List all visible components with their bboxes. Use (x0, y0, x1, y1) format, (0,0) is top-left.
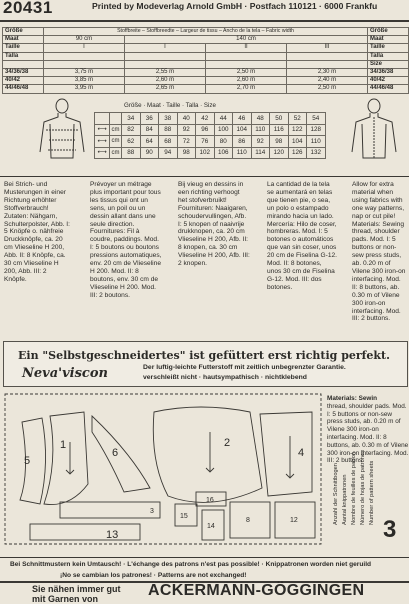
size-header: 36 (140, 113, 159, 125)
unit-label: cm (110, 147, 122, 159)
piece-number: 14 (207, 523, 215, 530)
fabric-outline (5, 394, 321, 544)
fabric-cell: 2,55 m (125, 68, 206, 76)
instructions-spanish (267, 181, 337, 292)
size-header: 54 (307, 113, 326, 125)
footer-slogan-1: Sie nähen immer gut (32, 584, 121, 594)
fabric-width-title: Stoffbreite – Stoffbreedte – Largeur de tissu – Ancho de la tela – Fabric width (44, 28, 368, 36)
measure-cell: 86 (233, 136, 252, 148)
materials-heading: Materials: Sewin (327, 395, 378, 402)
footer-rule (0, 557, 409, 558)
fabric-label-maat: Maat (3, 36, 44, 44)
materials-text: thread, shoulder pads. Mod. I: 5 buttons or non-sew press studs, ab. 0.20 m of Vilene 300 iron-on interfacing. Mod. II: 8 buttons, ab. 0.30 m of Vilene 300 iron-on interfacing. Mod. III: 2 buttons. (327, 402, 409, 465)
unit-label: cm (110, 124, 122, 136)
fabric-row-size-right: 34/36/38 (368, 68, 409, 76)
piece-number: 13 (106, 529, 119, 541)
fabric-cell: 3,85 m (44, 77, 125, 85)
fabric-cell: 2,30 m (287, 68, 368, 76)
piece-13-shape (30, 524, 140, 540)
measure-cell: 96 (196, 124, 215, 136)
measure-cell: 100 (214, 124, 233, 136)
sheets-label-en: Number of pattern sheets (369, 460, 375, 525)
measure-cell: 68 (159, 136, 178, 148)
sheets-label-fr: Nombre de feuilles de patron (351, 451, 357, 525)
section-rule (0, 176, 409, 177)
right-label-size: Größe (368, 28, 409, 36)
instructions-german (4, 181, 70, 284)
measure-cell: 98 (270, 136, 289, 148)
fabric-row (3, 85, 409, 93)
size-header: 42 (196, 113, 215, 125)
advert-headline: Ein "Selbstgeschneidertes" ist gefüttert erst richtig perfekt. (18, 349, 390, 362)
fabric-cell: 2,65 m (125, 85, 206, 93)
instructions-dutch-text: Bij vieug en dessins in een richting verhoogt het stofverbruikt! Fournituren: Naaigaren, schoudervullingen, Afb. I: 5 knopen of naaivrije drukknopen, ca. 20 cm Vlieseline H 200, Afb. II: 8 knopen, ca. 30 cm Vlieseline H 200, Afb. III: 2 knopen. (178, 181, 250, 268)
model-col-1: I (44, 44, 125, 52)
advert-features: verschleißt nicht · hautsympathisch · nichtklebend (143, 374, 307, 381)
piece-8-shape (230, 502, 270, 538)
measure-cell: 110 (307, 136, 326, 148)
measure-cell: 84 (140, 124, 159, 136)
measure-cell: 120 (270, 147, 289, 159)
measure-cell: 122 (288, 124, 307, 136)
grain-arrow-icon (66, 442, 74, 474)
footer-brand: ACKERMANN-GÖGGINGEN (148, 582, 365, 599)
size-header: 50 (270, 113, 289, 125)
front-figure-icon (36, 98, 88, 164)
fabric-label-size: Größe (3, 28, 44, 36)
fabric-row-size: 44/46/48 (3, 85, 44, 93)
right-label-talla: Talla (368, 52, 409, 60)
right-label-maat: Maat (368, 36, 409, 44)
right-label-size-en: Size (368, 60, 409, 68)
piece-number: 2 (224, 437, 231, 449)
measure-cell: 94 (159, 147, 178, 159)
piece-6-shape (92, 416, 150, 492)
measure-cell: 72 (177, 136, 196, 148)
instructions-english (352, 181, 408, 323)
measure-cell: 110 (251, 124, 270, 136)
sheets-label-es: Número de hojas de patrones (360, 450, 366, 525)
piece-number: 16 (206, 497, 214, 504)
fabric-label-taille: Taille (3, 44, 44, 52)
size-header: 38 (159, 113, 178, 125)
measure-cell: 62 (122, 136, 141, 148)
fabric-row (3, 77, 409, 85)
measure-cell: 116 (270, 124, 289, 136)
measure-cell: 102 (196, 147, 215, 159)
measurement-table (94, 112, 326, 159)
fabric-row-size-right: 40/42 (368, 77, 409, 85)
piece-number: 3 (150, 508, 154, 515)
unit-label: cm (110, 136, 122, 148)
size-header: 46 (233, 113, 252, 125)
measure-cell: 110 (233, 147, 252, 159)
measure-cell: 88 (159, 124, 178, 136)
measure-cell: 106 (214, 147, 233, 159)
fabric-row-size: 40/42 (3, 77, 44, 85)
measure-cell: 104 (288, 136, 307, 148)
model-col-4: III (287, 44, 368, 52)
piece-number: 6 (112, 447, 119, 459)
fabric-cell: 2,70 m (206, 85, 287, 93)
instructions-dutch (178, 181, 250, 268)
measure-cell: 92 (177, 124, 196, 136)
fabric-label-talla: Talla (3, 52, 44, 60)
fabric-cell: 2,50 m (287, 85, 368, 93)
fabric-row-size: 34/36/38 (3, 68, 44, 76)
width-140: 140 cm (125, 36, 368, 44)
cutting-layout-diagram (0, 392, 325, 557)
materials-sidebar (327, 395, 409, 465)
piece-number-labels (24, 437, 304, 541)
right-label-taille: Taille (368, 44, 409, 52)
fabric-cell: 3,95 m (44, 85, 125, 93)
measure-cell: 80 (214, 136, 233, 148)
piece-number: 15 (180, 513, 188, 520)
piece-4-shape (260, 412, 312, 496)
width-90: 90 cm (44, 36, 125, 44)
advert-brand: Neva'viscon (22, 366, 108, 381)
size-header: 48 (251, 113, 270, 125)
fabric-cell: 2,60 m (206, 77, 287, 85)
instructions-french (90, 181, 162, 300)
measure-cell: 82 (122, 124, 141, 136)
hip-arrow-icon: ⟷ (95, 147, 110, 159)
grain-arrow-icon (286, 436, 294, 478)
instructions-spanish-text: La cantidad de la tela se aumentará en telas que tienen pie, o sea, un polo o estampado mirando hacia un lado. Mercería: Hilo de coser, hombreras. Mod. I: 5 botones o automáticos que van sin coser, unos 20 cm de Fiselina G-12. Mod. II: 8 botones, unos 30 cm de Fiselina G-12. Mod. III: dos botones. (267, 181, 337, 291)
measure-title: Größe · Maat · Taille · Talla · Size (124, 102, 216, 109)
measure-cell: 64 (140, 136, 159, 148)
piece-2-shape (153, 407, 262, 502)
fabric-cell: 2,40 m (287, 77, 368, 85)
piece-3-shape (60, 502, 160, 518)
measure-cell: 126 (288, 147, 307, 159)
piece-number: 5 (24, 455, 31, 467)
fabric-row (3, 68, 409, 76)
measure-cell: 114 (251, 147, 270, 159)
advert-subline: Der luftig-leichte Futterstoff mit zeitlich unbegrenzter Garantie. (143, 364, 346, 371)
measure-row (95, 124, 326, 136)
measure-cell: 88 (122, 147, 141, 159)
fabric-row-size-right: 44/46/48 (368, 85, 409, 93)
size-header: 40 (177, 113, 196, 125)
model-col-3: II (206, 44, 287, 52)
size-header: 34 (122, 113, 141, 125)
sheets-label-nl: Aantal knippatronen (342, 474, 348, 525)
sheets-label-de: Anzahl der Schnittbogen (333, 463, 339, 525)
instructions-german-text: Bei Strich- und Musterungen in einer Richtung erhöhter Stoffverbrauch! Zutaten: Nähgarn, Schulterpolster, Abb. I: 5 Knöpfe o. nähfreie Druckknöpfe, ca. 20 cm Vlieseline H 200, Abb. II: 8 Knöpfe, ca. 30 cm Vlieseline H 200, Abb. III: 2 Knöpfe. (4, 181, 70, 283)
measure-cell: 98 (177, 147, 196, 159)
measure-row (95, 136, 326, 148)
exchange-notice-2: ¡No se cambian los patrones! · Patterns are not exchanged! (60, 572, 247, 579)
measure-row (95, 147, 326, 159)
grain-arrow-icon (206, 432, 214, 472)
header-rule (0, 20, 409, 22)
fabric-cell: 2,60 m (125, 77, 206, 85)
measure-cell: 132 (307, 147, 326, 159)
measure-cell: 92 (251, 136, 270, 148)
size-header: 44 (214, 113, 233, 125)
piece-number: 4 (298, 447, 305, 459)
sheet-count: 3 (383, 516, 397, 543)
piece-1-shape (44, 412, 88, 505)
piece-number: 12 (290, 517, 298, 524)
piece-number: 8 (246, 517, 250, 524)
size-header: 52 (288, 113, 307, 125)
measure-cell: 104 (233, 124, 252, 136)
instructions-english-text: Allow for extra material when using fabrics with one way patterns, nap or cut pile! Materials: Sewing thread, shoulder pads. Mod. I: 5 buttons or non-sew press studs, ab. 0.20 m of Vilene 300 iron-on interfacing. Mod. II: 8 buttons, ab. 0.30 m of Vilene 300 iron-on interfacing. Mod. III: 2 buttons. (352, 181, 406, 323)
measure-cell: 90 (140, 147, 159, 159)
measure-cell: 128 (307, 124, 326, 136)
exchange-notice: Bei Schnittmustern kein Umtausch! · L'échange des patrons n'est pas possible! · Knippatronen worden niet geruild (10, 561, 372, 568)
bust-arrow-icon: ⟷ (95, 124, 110, 136)
footer-slogan-2: mit Garnen von (32, 594, 99, 604)
measure-cell: 76 (196, 136, 215, 148)
fabric-width-table (2, 27, 409, 94)
publisher-line: Printed by Modeverlag Arnold GmbH · Postfach 110121 · 6000 Frankfu (92, 1, 378, 11)
pattern-number: 20431 (3, 0, 53, 17)
waist-arrow-icon: ⟷ (95, 136, 110, 148)
model-col-2: I (125, 44, 206, 52)
back-figure-icon (348, 98, 400, 164)
piece-number: 1 (60, 439, 67, 451)
fabric-cell: 2,50 m (206, 68, 287, 76)
fabric-cell: 3,75 m (44, 68, 125, 76)
instructions-french-text: Prévoyer un métrage plus important pour tous les tissus qui ont un sens, un poil ou un dessin allant dans une seule direction. Fournitures: Fil à coudre, paddings. Mod. I: 5 boutons ou boutons pressions automatiques, env. 20 cm de Vlieseline H 200. Mod. II: 8 boutons, env. 30 cm de Vlieseline H 200. Mod. III: 2 boutons. (90, 181, 162, 299)
